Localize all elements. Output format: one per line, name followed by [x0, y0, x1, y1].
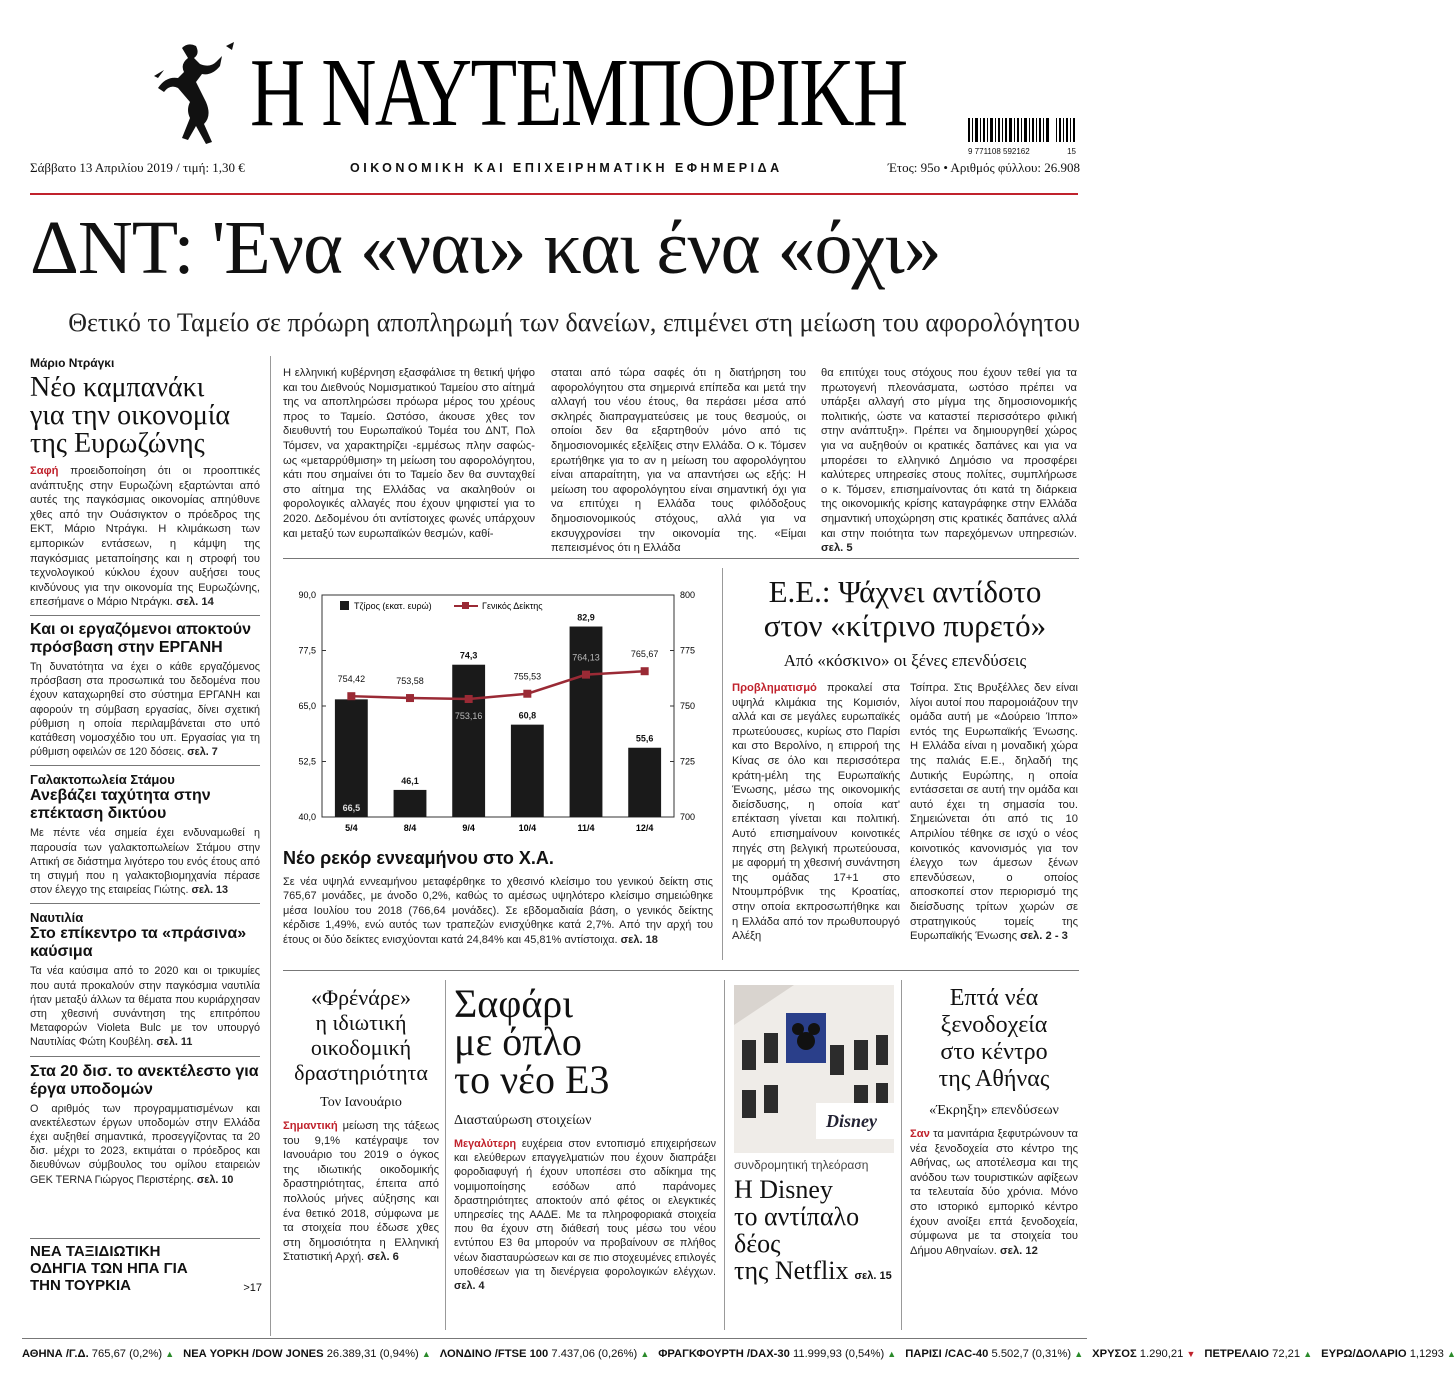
- ticker-label: ΧΡΥΣΟΣ: [1092, 1348, 1140, 1360]
- index-data-label: 764,13: [572, 652, 600, 663]
- barcode: [968, 118, 1076, 156]
- story-body: [30, 964, 260, 1049]
- index-marker: [523, 690, 531, 698]
- page-ref: σελ. 12: [999, 1244, 1038, 1257]
- arrow-up-icon: ▲: [421, 1349, 431, 1359]
- story-text: Ο αριθμός των προγραμματισμένων και ανεκτέλεστων έργων υποδομών στην Ελλάδα έχει αυξηθεί σημαντικά, προσεγγίζοντας τα 20 δισ. μέχρι το 2023, εκτιμάται ο πρόεδρος και διευθύνων σύμβουλος του ομίλου εταιρειών GEK TERNA Γιώργος Περιστέρης.: [30, 1102, 260, 1186]
- market-chart: [282, 585, 710, 840]
- ticker-item: [1321, 1348, 1456, 1360]
- lead-word: Μεγαλύτερη: [454, 1138, 517, 1150]
- story-sub: «Έκρηξη» επενδύσεων: [929, 1103, 1059, 1118]
- ticker-label: ΦΡΑΓΚΦΟΥΡΤΗ /DAX-30: [658, 1348, 793, 1360]
- newspaper-title: Η ΝΑΥΤΕΜΠΟΡΙΚΗ: [250, 39, 907, 147]
- ticker-item: [658, 1348, 896, 1360]
- story-kicker: Γαλακτοπωλεία Στάμου: [30, 772, 175, 788]
- ticker-label: ΑΘΗΝΑ /Γ.Δ.: [22, 1348, 92, 1360]
- bottom-story-4: [910, 985, 1078, 1258]
- arrow-up-icon: ▲: [1074, 1349, 1084, 1359]
- page-ref: σελ. 4: [454, 1280, 485, 1293]
- chart-story-body: [283, 875, 713, 947]
- ticker-value: 11.999,93 (0,54%): [792, 1348, 888, 1360]
- bar-data-label: 82,9: [577, 612, 595, 623]
- bar-data-label: 74,3: [459, 650, 478, 661]
- arrow-up-icon: ▲: [165, 1349, 175, 1359]
- ticker-item: [1092, 1348, 1195, 1360]
- lead-word: Προβληματισμό: [732, 682, 817, 694]
- bottom-story-1: [283, 985, 439, 1265]
- divider: [30, 765, 260, 766]
- story-sub: Τον Ιανουάριο: [320, 1095, 402, 1110]
- index-marker: [347, 692, 355, 700]
- barcode-icon: [968, 118, 1076, 142]
- index-data-label: 753,16: [454, 710, 483, 721]
- main-col-3-text: θα επιτύχει τους στόχους που έχουν τεθεί για τα πρωτογενή πλεονάσματα, ωστόσο πρέπει να υπάρξει αλλαγή στο μίγμα της δημοσιονομικής πολιτικής, ώστε να καταστεί περισσότερο φιλική στην ανάπτυξη». Πρέπει να δημιουργηθεί χώρος για να αυξηθούν οι κρατικές δαπάνες και για να μπορέσει το ελληνικό Δημόσιο να προσφέρει καλύτερες υπηρεσίες στους πολίτες, συμπλήρωσε ο κ. Τόμσεν, επισημαίνοντας ότι κατά τη διάρκεια της οικονομικής κρίσης καταγράφηκε στην Ελλάδα σημαντική υποχώρηση στις κρατικές δαπάνες αλλά και στην ποιότητα των παρεχόμενων υπηρεσιών.: [821, 367, 1077, 540]
- x-tick-label: 8/4: [403, 823, 417, 833]
- left-title-line: της Ευρωζώνης: [30, 428, 205, 459]
- divider: [30, 615, 260, 616]
- chart-story-text: Σε νέα υψηλά εννεαμήνου μεταφέρθηκε το χθεσινό κλείσιμο του γενικού δείκτη στις 765,67 μονάδες, με άνοδο 0,2%, καθώς το αμέσως υψηλότερο κλείσιμο σημειώθηκε μέσα Ιουλίου του 2018 (766,64 μονάδες). Σε εβδομαδιαία βάση, ο γενικός δείκτης κέρδισε 1,49%, ενώ αυτός των τραπεζών ενισχύθηκε κατά 2,7%. Από την αρχή του έτους οι δύο δείκτες ενισχύονται κατά 24,84% και 45,81% αντίστοιχα.: [283, 876, 713, 946]
- page-ref: σελ. 5: [821, 542, 853, 555]
- ticker-label: ΕΥΡΩ/ΔΟΛΑΡΙΟ: [1321, 1348, 1410, 1360]
- story-title-line: στο κέντρο: [940, 1039, 1048, 1065]
- story-text: μείωση της τάξεως του 9,1% κατέγραψε τον Ιανουάριο του 2019 ο όγκος της ιδιωτικής οικοδομικής δραστηριότητας, έπειτα από πολλούς μήνες αύξησης και ένα θετικό 2018, σύμφωνα με τα στοιχεία που έδωσε χθες στη δημοσιότητα η Ελληνική Στατιστική Αρχή.: [283, 1120, 439, 1264]
- story-title-line: ξενοδοχεία: [940, 1012, 1048, 1038]
- page-ref: σελ. 14: [175, 596, 214, 609]
- main-col-2: [551, 366, 806, 556]
- date-price: Σάββατο 13 Απριλίου 2019 / τιμή: 1,30 €: [30, 160, 245, 175]
- story-kicker: Ναυτιλία: [30, 910, 84, 926]
- masthead-rule: [30, 193, 1078, 195]
- main-col-1: [283, 366, 535, 541]
- eu-sub: Από «κόσκινο» οι ξένες επενδύσεις: [783, 651, 1027, 670]
- story-title: [454, 981, 716, 1102]
- main-subhead: Θετικό το Ταμείο σε πρόωρη αποπληρωμή των δανείων, επιμένει στη μείωση του αφορολόγητου: [68, 308, 1080, 337]
- story-sub: Διασταύρωση στοιχείων: [454, 1113, 592, 1128]
- story-body: [30, 660, 260, 759]
- lead-word: Σαν: [910, 1128, 930, 1140]
- tagline: ΟΙΚΟΝΟΜΙΚΗ ΚΑΙ ΕΠΙΧΕΙΡΗΜΑΤΙΚΗ ΕΦΗΜΕΡΙΔΑ: [350, 161, 783, 175]
- story-title-line: με όπλο: [454, 1019, 582, 1064]
- page-ref: σελ. 6: [367, 1251, 399, 1264]
- eu-col-1-text: προκαλεί στα υψηλά κλιμάκια της Κομισιόν, αλλά και σε μεγάλες ευρωπαϊκές πρωτεύουσες, κυρίως στο Παρίσι και στο Βερολίνο, η επιρροή της Κίνας σε όλο και περισσότερα κράτη-μέλη της Ευρωπαϊκής Ένωσης, μέσω της οικονομικής διείσδυσης, η οποία κατ' επέκταση γίνεται και πολιτική. Αυτό επισημαίνουν κοινοτικές πηγές στη βελγική πρωτεύουσα, με αφορμή τη χθεσινή συνάντηση της ομάδας 17+1 στο Ντουμπρόβνικ της Κροατίας, στην οποία εκπροσωπήθηκε και η Ελλάδα από τον πρωθυπουργό Αλέξη: [732, 682, 900, 943]
- eu-title-line: Ε.Ε.: Ψάχνει αντίδοτο: [768, 574, 1042, 609]
- eu-story: [732, 575, 1078, 944]
- column-rule: [901, 980, 902, 1330]
- chart-frame: [322, 595, 674, 817]
- column-rule: [722, 568, 723, 960]
- story-title-line: Σαφάρι: [454, 981, 574, 1026]
- legend-label: Τζίρος (εκατ. ευρώ): [354, 601, 432, 611]
- eu-title: [732, 575, 1078, 643]
- legend-marker: [462, 602, 469, 609]
- arrow-up-icon: ▲: [1303, 1349, 1313, 1359]
- left-title-line: για την οικονομία: [30, 400, 231, 431]
- eu-title-line: στον «κίτρινο πυρετό»: [763, 608, 1047, 643]
- arrow-up-icon: ▲: [1447, 1349, 1456, 1359]
- divider: [283, 558, 1079, 559]
- main-col-1-text: Η ελληνική κυβέρνηση εξασφάλισε τη θετική ψήφο και του Διεθνούς Νομισματικού Ταμείου στο αίτημά της να αποπληρώσει πρόωρα μέρος του χρέους προς το Ταμείο. Ωστόσο, άκουσε χθες τον διευθυντή του Ευρωπαϊκού Τομέα του ΔΝΤ, Πολ Τόμσεν, να χαρακτηρίζει -εμμέσως πλην σαφώς- ως «μεταρρύθμιση» τη μείωση του αφορολόγητου, κάτι που σημαίνει ότι το Ταμείο δεν θα συνταχθεί στο αίτημα της Ελλάδας να ακαληθούν οι φορολογικές αλλαγές που έχουν ψηφιστεί για το 2020. Δεδομένου ότι αντίστοιχες φωνές υπάρχουν και μεταξύ των ευρωπαϊκών θεσμών, καθί-: [283, 367, 535, 540]
- story-title: Ανεβάζει ταχύτητα στην επέκταση δικτύου: [30, 787, 211, 823]
- story-body: [910, 1127, 1078, 1258]
- story-title-line: Η Disney: [734, 1175, 833, 1204]
- eu-col-2-text: Τσίπρα. Στις Βρυξέλλες δεν είναι λίγοι αυτοί που παρομοιάζουν την ομάδα αυτή με «Δούρειο Ίππο» εντός της Ευρωπαϊκής Ένωσης. Η Ελλάδα είναι η μοναδική χώρα της παλιάς Ε.Ε., δηλαδή της Δυτικής Ευρώπης, η οποία εντάσσεται σε αυτή την ομάδα και αυτό έχει τη σημασία του. Σημειώνεται ότι από τις 10 Απριλίου τέθηκε σε ισχύ ο νέος κοινοτικός κανονισμός για τον έλεγχο των άμεσων ξένων επενδύσεων, ο οποίος αποσκοπεί στον περιορισμό της διείσδυσης τρίτων χωρών σε στρατηγικούς τομείς της Ευρωπαϊκής Ένωσης: [910, 682, 1078, 943]
- right-tick-label: 775: [680, 645, 696, 656]
- column-rule: [724, 980, 725, 1330]
- left-tick-label: 65,0: [298, 701, 316, 711]
- story-title: [910, 985, 1078, 1093]
- ticker-item: [905, 1348, 1083, 1360]
- index-marker: [465, 695, 473, 703]
- ticker-label: ΛΟΝΔΙΝΟ /FTSE 100: [439, 1348, 552, 1360]
- eu-col-2: [910, 681, 1078, 944]
- ticker-label: ΝΕΑ ΥΟΡΚΗ /DOW JONES: [183, 1348, 327, 1360]
- page-ref: σελ. 11: [156, 1036, 193, 1049]
- page-ref: σελ. 18: [620, 933, 658, 946]
- story-title-line: δέος: [734, 1229, 781, 1258]
- page-ref: σελ. 13: [191, 884, 228, 897]
- left-column: [30, 356, 260, 1187]
- story-title-line: το νέο Ε3: [454, 1057, 610, 1102]
- hermes-logo-icon: [142, 40, 242, 160]
- story-text: Τη δυνατότητα να έχει ο κάθε εργαζόμενος πρόσβαση στα προσωπικά του δεδομένα που έχουν καταχωρηθεί στο σύστημα ΕΡΓΑΝΗ και αφορούν τη σύμβαση εργασίας, δίνει σχετική ρύθμιση η οποία περιλαμβάνεται στο υπό κατάθεση νομοσχέδιο του υπ. Εργασίας για τη ρύθμιση οφειλών σε 120 δόσεις.: [30, 660, 260, 759]
- story-title-line: δραστηριότητα: [294, 1060, 428, 1085]
- main-col-3: [821, 366, 1077, 556]
- ticker-value: 26.389,31 (0,94%): [326, 1348, 422, 1360]
- ticker-value: 1,1293: [1409, 1348, 1448, 1360]
- bar-data-label: 66,5: [342, 803, 361, 813]
- legend-label: Γενικός Δείκτης: [482, 601, 543, 611]
- ticker-item: [22, 1348, 174, 1360]
- story-title-line: οικοδομική: [310, 1035, 412, 1060]
- story-title-line: της Αθήνας: [938, 1066, 1050, 1092]
- page-ref: σελ. 2 - 3: [1020, 930, 1068, 943]
- ticker-label: ΠΑΡΙΣΙ /CAC-40: [905, 1348, 992, 1360]
- ticker-value: 5.502,7 (0,31%): [991, 1348, 1075, 1360]
- story-title: [283, 985, 439, 1085]
- ticker-value: 72,21: [1272, 1348, 1304, 1360]
- issue-number: Έτος: 95ο • Αριθμός φύλλου: 26.908: [887, 160, 1080, 175]
- ticker-value: 1.290,21: [1139, 1348, 1187, 1360]
- chart-bar: [511, 725, 544, 817]
- chart-legend: [340, 601, 543, 611]
- market-ticker: [22, 1343, 1456, 1365]
- story-body: [30, 1102, 260, 1187]
- barcode-addon: 15: [1067, 147, 1076, 156]
- story-kicker: συνδρομητική τηλεόραση: [734, 1158, 869, 1172]
- story-title-line: η ιδιωτική: [315, 1010, 407, 1035]
- chart-story-title: Νέο ρεκόρ εννεαμήνου στο Χ.Α.: [283, 848, 554, 868]
- right-tick-label: 800: [680, 590, 696, 600]
- left-tick-label: 77,5: [298, 645, 316, 656]
- bar-data-label: 60,8: [518, 710, 537, 721]
- disney-building-photo: [734, 985, 894, 1153]
- legend-swatch-turnover: [340, 601, 349, 610]
- left-tick-label: 40,0: [298, 812, 316, 822]
- divider: [30, 1238, 260, 1239]
- left-byline: Μάριο Ντράγκι: [30, 356, 115, 370]
- chart-bar: [628, 748, 661, 817]
- x-tick-label: 12/4: [635, 823, 654, 833]
- right-tick-label: 725: [680, 756, 696, 767]
- story-text: τα μανιτάρια ξεφυτρώνουν τα νέα ξενοδοχεία στο κέντρο της Αθήνας, ως αποτέλεσμα και της ανόδου των τουριστικών αφίξεων τα τελευταία δύο χρόνια. Μόνο στο ιστορικό εμπορικό κέντρο έχουν ανοίξει επτά ξενοδοχεία, σύμφωνα με τα στοιχεία του Δήμου Αθηναίων.: [910, 1128, 1078, 1257]
- ticker-value: 7.437,06 (0,26%): [551, 1348, 641, 1360]
- index-data-label: 753,58: [396, 676, 424, 687]
- x-tick-label: 5/4: [345, 823, 358, 833]
- x-tick-label: 10/4: [518, 823, 537, 833]
- x-tick-label: 11/4: [577, 823, 595, 833]
- index-marker: [641, 667, 649, 675]
- bottom-story-2: [454, 981, 716, 1293]
- bar-data-label: 46,1: [401, 775, 419, 786]
- index-marker: [406, 694, 414, 702]
- barcode-number: 9 771108 592162: [968, 147, 1030, 156]
- index-data-label: 755,53: [513, 671, 542, 682]
- story-text: ευχέρεια στον εντοπισμό επιχειρήσεων και ελεύθερων επαγγελματιών που έχουν διαπράξει φοροδιαφυγή ή έχουν υποπέσει στο αδίκημα της νομιμοποίησης εσόδων από παράνομες δραστηριότητες αποκτούν από φέτος οι ελεγκτικές υπηρεσίες της ΑΑΔΕ. Με τα πληροφοριακά στοιχεία που θα έχουν στη διάθεσή τους μέσω του νέου εντύπου Ε3 θα μπορούν να προβαίνουν σε πλήθος νέων διασταυρώσεων και σε πιο στοχευμένες επιλογές υποθέσεων για τη διενέργεια φορολογικών ελέγχων.: [454, 1138, 716, 1278]
- main-headline: ΔΝΤ: 'Ενα «ναι» και ένα «όχι»: [30, 206, 941, 290]
- story-title: Στα 20 δισ. το ανεκτέλεστο για έργα υποδομών: [30, 1062, 259, 1098]
- story-title-line: «Φρένάρε»: [311, 985, 411, 1010]
- left-title-line: Νέο καμπανάκι: [30, 372, 205, 403]
- disney-sign: Disney: [826, 1111, 877, 1131]
- index-data-label: 754,42: [337, 674, 366, 685]
- story-text: Με πέντε νέα σημεία έχει ενδυναμωθεί η παρουσία των γαλακτοπωλείων Στάμου στην Αττική σε διάστημα λιγότερο του ενός έτους από τη στιγμή που η γαλακτοβιομηχανία πέρασε στον έλεγχο της εταιρείας Γιώτης.: [30, 827, 260, 897]
- left-title: [30, 374, 260, 458]
- left-tick-label: 90,0: [298, 590, 316, 600]
- lead-word: Σαφή: [30, 465, 59, 477]
- lead-word: Σημαντική: [283, 1120, 338, 1132]
- divider: [22, 1338, 1087, 1339]
- page-ref: σελ. 15: [854, 1270, 892, 1282]
- bar-data-label: 55,6: [635, 733, 654, 744]
- right-tick-label: 700: [680, 812, 696, 822]
- page-ref: σελ. 10: [196, 1173, 234, 1186]
- eu-col-1: [732, 681, 900, 944]
- ticker-item: [183, 1348, 431, 1360]
- right-tick-label: 750: [680, 701, 696, 711]
- story-title-line: το αντίπαλο: [734, 1202, 860, 1231]
- chart-bar: [394, 790, 427, 817]
- bottom-story-3: [734, 1158, 902, 1290]
- divider: [30, 1056, 260, 1057]
- column-rule: [270, 356, 271, 1336]
- left-tick-label: 52,5: [298, 756, 316, 767]
- story-title: Και οι εργαζόμενοι αποκτούν πρόσβαση στην ΕΡΓΑΝΗ: [30, 620, 252, 656]
- chart-bar: [335, 699, 368, 817]
- story-text: Τα νέα καύσιμα από το 2020 και οι τρικυμίες που αυτά προκαλούν στην παγκόσμια ναυτιλία ήταν μεταξύ άλλων τα θέματα που κυριάρχησαν στη χθεσινή συνάντηση της επιτρόπου Μεταφορών Violeta Bulc με τον υπουργό Ναυτιλίας Φώτη Κουβέλη.: [30, 965, 260, 1049]
- left-lead-story: [30, 464, 260, 610]
- promo-box: [30, 1243, 262, 1294]
- main-col-2-text: σταται από τώρα σαφές ότι η διατήρηση του αφορολόγητου στα σημερινά επίπεδα και μετά την αλλαγή του νέου έτους, θα περάσει μέσα από σκληρές διαπραγματεύσεις με τους θεσμούς, οι οποίοι δεν θα εξαρτηθούν μόνο από τις δημοσιονομικές εξελίξεις στην Ελλάδα. Ο κ. Τόμσεν ερωτήθηκε για το αν η μείωση του αφορολόγητου είναι απαραίτητη, για να απαντήσει ως εξής: Η μείωση του αφορολόγητου είναι σημαντική όχι για να επιτύχει η Ελλάδα τους φιλόδοξους δημοσιονομικούς στόχους, αλλά για να εκσυγχρονίσει την οικονομία της. «Είμαι πεπεισμένος ότι η Ελλάδα: [551, 367, 806, 555]
- arrow-down-icon: ▼: [1186, 1349, 1196, 1359]
- chart-story: [283, 848, 713, 947]
- story-title: Στο επίκεντρο τα «πράσινα» καύσιμα: [30, 925, 247, 961]
- story-body: [454, 1137, 716, 1293]
- divider: [283, 970, 1079, 971]
- index-marker: [582, 671, 590, 679]
- story-body: [283, 1119, 439, 1265]
- x-tick-label: 9/4: [462, 823, 475, 833]
- page-ref: σελ. 7: [187, 746, 218, 759]
- ticker-value: 765,67 (0,2%): [91, 1348, 166, 1360]
- story-title: [734, 1176, 902, 1290]
- left-body: προειδοποίηση ότι οι προοπτικές ανάπτυξης στην Ευρωζώνη εξαρτώνται από αυτές της παγκόσμιας οικονομίας απηύθυνε χθες από την Ουάσιγκτον ο πρόεδρος της ΕΚΤ, Μάριο Ντράγκι. Η κλιμάκωση των εμπορικών εντάσεων, η κάμψη της παγκόσμιας μεταποίησης και η στροφή του τεχνολογικού κύκλου έχουν αυξήσει τους κινδύνους για την οικονομία της Ευρωζώνης, επεσήμανε ο Μάριο Ντράγκι.: [30, 465, 260, 609]
- promo-ref: >17: [243, 1282, 262, 1294]
- ticker-label: ΠΕΤΡΕΛΑΙΟ: [1204, 1348, 1273, 1360]
- promo-text: ΝΕΑ ΤΑΞΙΔΙΩΤΙΚΗ ΟΔΗΓΙΑ ΤΩΝ ΗΠΑ ΓΙΑ ΤΗΝ ΤΟΥΡΚΙΑ: [30, 1243, 188, 1294]
- arrow-up-icon: ▲: [887, 1349, 897, 1359]
- ticker-item: [1204, 1348, 1312, 1360]
- divider: [30, 903, 260, 904]
- arrow-up-icon: ▲: [640, 1349, 650, 1359]
- index-data-label: 765,67: [630, 649, 659, 660]
- column-rule: [445, 980, 446, 1330]
- story-body: [30, 826, 260, 897]
- story-title-line: Επτά νέα: [949, 985, 1039, 1011]
- chart-bar: [452, 665, 485, 817]
- ticker-item: [440, 1348, 649, 1360]
- story-title-line: της Netflix: [734, 1256, 849, 1285]
